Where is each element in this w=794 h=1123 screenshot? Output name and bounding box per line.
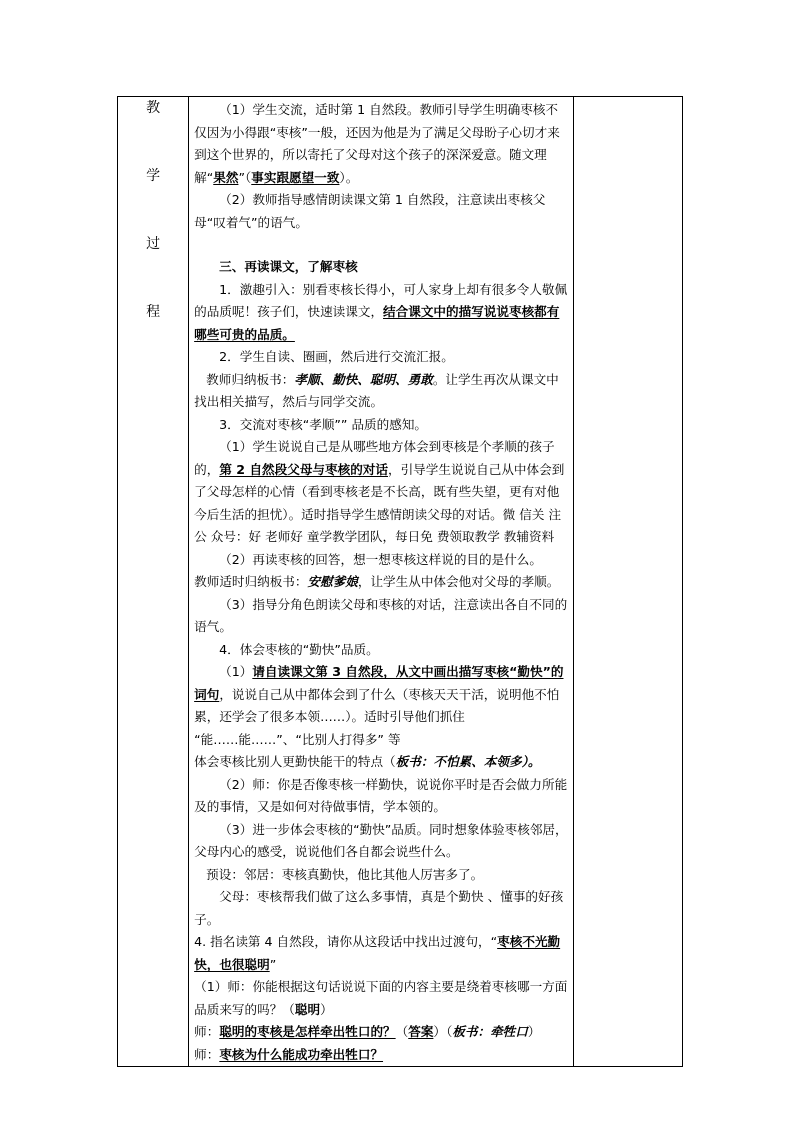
table-row [118, 97, 683, 1067]
paragraph: （1）师：你能根据这句话说说下面的内容主要是绕着枣核哪一方面品质来写的吗？（聪明） [194, 979, 568, 1017]
paragraph: 体会枣核比别人更勤快能干的特点（板书：不怕累、本领多）。 [194, 754, 541, 769]
paragraph: （1）学生交流，适时第 1 自然段。教师引导学生明确枣核不仅因为小得跟“枣核”一般，还因为他是为了满足父母盼子心切才来到这个世界的，所以寄托了父母对这个孩子的深深爱意。随文理解“果然”（事实跟愿望一致）。 [194, 102, 560, 185]
lesson-content [189, 97, 573, 1066]
paragraph: 1．激趣引入：别看枣核长得小，可人家身上却有很多令人敬佩的品质呢！孩子们，快速读课文，结合课文中的描写说说枣核都有哪些可贵的品质。 [194, 281, 568, 342]
paragraph: （1）请自读课文第 3 自然段，从文中画出描写枣核“勤快”的词句，说说自己从中都体会到了什么（枣核天天干活，说明他不怕累，还学会了很多本领……）。适时引导他们抓住 [194, 664, 564, 724]
paragraph: 教师归纳板书：孝顺、勤快、聪明、勇敢。让学生再次从课文中找出相关描写，然后与同学交流。 [194, 371, 559, 409]
paragraph: 预设：邻居：枣核真勤快，他比其他人厉害多了。 [206, 866, 484, 882]
section-label [118, 97, 188, 321]
paragraph: （2）再读枣核的回答，想一想枣核这样说的目的是什么。 [219, 551, 542, 567]
paragraph: （3）指导分角色朗读父母和枣核的对话，注意读出各自不同的语气。 [194, 596, 568, 634]
lesson-plan-table [117, 96, 683, 1067]
paragraph: 2．学生自读、圈画，然后进行交流汇报。 [219, 349, 454, 364]
paragraph: （2）教师指导感情朗读课文第 1 自然段，注意读出枣核父母“叹着气”的语气。 [194, 192, 546, 230]
notes-cell [573, 97, 682, 1067]
paragraph: 师：枣核为什么能成功牵出牲口？ [194, 1046, 384, 1062]
section-label-cell [118, 97, 189, 1067]
paragraph: 4. 指名读第 4 自然段，请你从这段话中找出过渡句，“枣核不光勤快，也很聪明” [194, 934, 561, 972]
section-label-char: 程 [146, 304, 161, 320]
paragraph: 师：聪明的枣核是怎样牵出牲口的？（答案）（板书：牵牲口） [194, 1024, 541, 1039]
section-label-char: 过 [146, 236, 161, 252]
paragraph: （3）进一步体会枣核的“勤快”品质。同时想象体验枣核邻居，父母内心的感受，说说他们各自都会说些什么。 [194, 821, 568, 859]
paragraph: （1）学生说说自己是从哪些地方体会到枣核是个孝顺的孩子的，第 2 自然段父母与枣核的对话，引导学生说说自己从中体会到了父母怎样的心情（看到枣核老是不长高，既有些失望，更有对他今后生活的担忧）。适时指导学生感情朗读父母的对话。微 信关 注公 众号：好 老师好 童学教学团队，每日免 费领取教学 教辅资料 [194, 439, 565, 544]
paragraph: 父母：枣核帮我们做了这么多事情，真是个勤快 、懂事的好孩子。 [194, 889, 564, 927]
paragraph: “能……能……”、“比别人打得多” 等 [194, 731, 401, 747]
section-label-char: 学 [146, 168, 161, 184]
section-label-char: 教 [146, 100, 161, 116]
paragraph: 4．体会枣核的“勤快”品质。 [219, 641, 379, 657]
paragraph: （2）师：你是否像枣核一样勤快，说说你平时是否会做力所能及的事情，又是如何对待做事情，学本领的。 [194, 776, 568, 814]
content-cell [189, 97, 574, 1067]
paragraph: 教师适时归纳板书：安慰爹娘，让学生从中体会他对父母的孝顺。 [194, 574, 560, 589]
section-heading: 三、再读课文，了解枣核 [219, 259, 358, 274]
paragraph: 3．交流对枣核“孝顺”” 品质的感知。 [219, 416, 428, 432]
